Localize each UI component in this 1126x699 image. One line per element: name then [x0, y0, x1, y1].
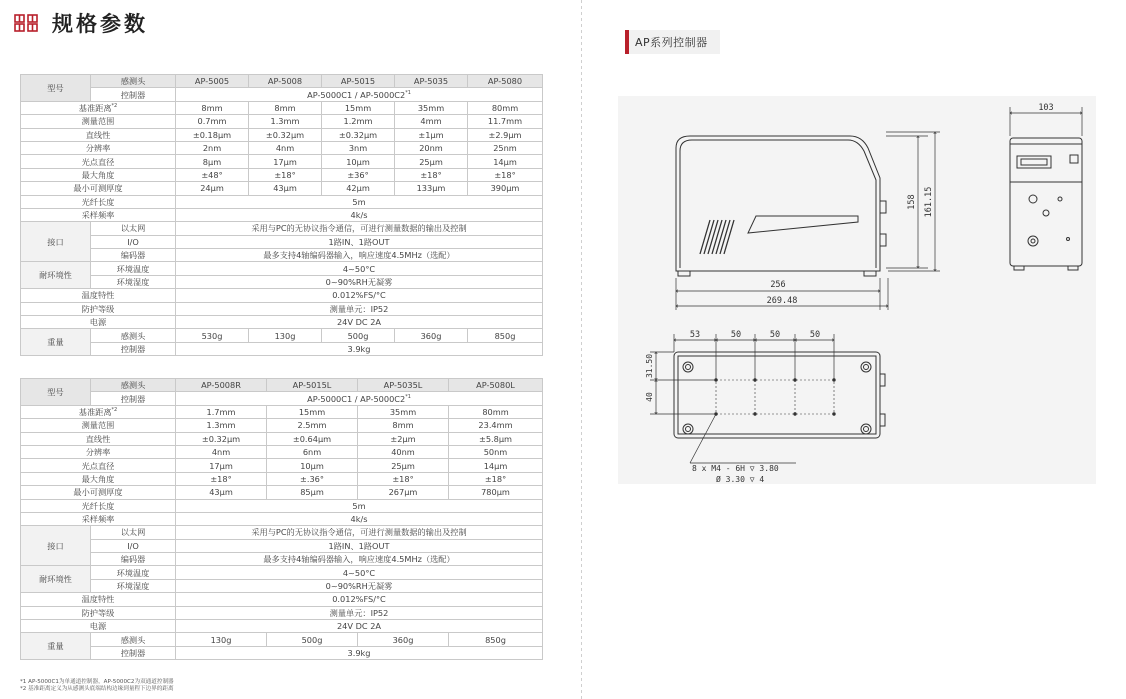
spec-label: 控制器	[91, 342, 176, 355]
spec-value: ±18°	[176, 472, 267, 485]
spec-value: 2.5mm	[267, 419, 358, 432]
bottom-view	[650, 334, 885, 463]
spec-label: 编码器	[91, 249, 176, 262]
spec-label: 光点直径	[21, 459, 176, 472]
spec-label: 测量范围	[21, 419, 176, 432]
spec-label: 直线性	[21, 128, 176, 141]
spec-value: 10μm	[322, 155, 395, 168]
spec-value: 0.012%FS/°C	[176, 593, 543, 606]
spec-value: 4k/s	[176, 208, 543, 221]
spec-label: 最大角度	[21, 472, 176, 485]
spec-value: 50nm	[449, 445, 543, 458]
spec-value: 15mm	[322, 101, 395, 114]
spec-value: 0~90%RH无凝雾	[176, 579, 543, 592]
table-row	[21, 168, 543, 181]
env-group-label: 耐环境性	[21, 566, 91, 593]
spec-label: 直线性	[21, 432, 176, 445]
weight-value: 500g	[322, 329, 395, 342]
table-row	[21, 208, 543, 221]
table-grid-icon	[14, 14, 38, 32]
spec-value: ±0.32μm	[322, 128, 395, 141]
spec-value: 测量单元：IP52	[176, 302, 543, 315]
spec-value: 24V DC 2A	[176, 620, 543, 633]
model-group-label: 型号	[21, 75, 91, 102]
model-group-label: 型号	[21, 379, 91, 406]
spec-label: 采样频率	[21, 208, 176, 221]
front-view	[676, 136, 886, 276]
spec-value: 25nm	[468, 141, 543, 154]
page-title: 规格参数	[52, 12, 148, 36]
spec-label: 电源	[21, 316, 176, 329]
table-row	[21, 289, 543, 302]
controller-value	[176, 392, 543, 405]
controller-value-footnote-mark: *1	[405, 393, 411, 400]
spec-label: 防护等级	[21, 302, 176, 315]
model-header: AP-5080	[468, 75, 543, 88]
spec-value: 42μm	[322, 182, 395, 195]
spec-value: 80mm	[468, 101, 543, 114]
spec-value: 6nm	[267, 445, 358, 458]
table-row	[21, 579, 543, 592]
spec-value: 8mm	[249, 101, 322, 114]
dim-side-width: 103	[1038, 103, 1054, 113]
spec-value: 35mm	[395, 101, 468, 114]
spec-label: 最小可测厚度	[21, 486, 176, 499]
table-row	[21, 101, 543, 114]
spec-value: 17μm	[249, 155, 322, 168]
table-row	[21, 342, 543, 355]
spec-value: ±.36°	[267, 472, 358, 485]
spec-value: 8mm	[358, 419, 449, 432]
spec-value: 4mm	[395, 115, 468, 128]
spec-value: 85μm	[267, 486, 358, 499]
weight-value: 500g	[267, 633, 358, 646]
spec-value: 11.7mm	[468, 115, 543, 128]
spec-value: 1路IN、1路OUT	[176, 539, 543, 552]
table-row	[21, 222, 543, 235]
spec-table-ap5008r-series	[20, 378, 543, 660]
spec-value: ±0.18μm	[176, 128, 249, 141]
table-row	[21, 249, 543, 262]
table-row	[21, 445, 543, 458]
spec-label: 最大角度	[21, 168, 176, 181]
spec-value: 14μm	[468, 155, 543, 168]
spec-value: 5m	[176, 195, 543, 208]
spec-value: 17μm	[176, 459, 267, 472]
hole-spec-1: 8 x M4 - 6H ▽ 3.80	[692, 464, 779, 473]
controller-label: 控制器	[91, 88, 176, 101]
spec-label-footnote-mark: *2	[111, 102, 118, 109]
table-row	[21, 379, 543, 392]
spec-value: ±18°	[358, 472, 449, 485]
spec-label: 电源	[21, 620, 176, 633]
spec-value: 1.7mm	[176, 405, 267, 418]
table-row	[21, 405, 543, 418]
spec-value: 5m	[176, 499, 543, 512]
spec-label: 编码器	[91, 553, 176, 566]
table-row	[21, 155, 543, 168]
spec-value: 4~50°C	[176, 262, 543, 275]
spec-label: 测量范围	[21, 115, 176, 128]
table-row	[21, 526, 543, 539]
dim-vertical-2: 40	[645, 392, 654, 402]
table-row	[21, 195, 543, 208]
controller-label: 控制器	[91, 392, 176, 405]
table-row	[21, 606, 543, 619]
model-header: AP-5035L	[358, 379, 449, 392]
spec-value: 43μm	[176, 486, 267, 499]
table-row	[21, 275, 543, 288]
weight-group-label: 重量	[21, 633, 91, 660]
weight-value: 130g	[176, 633, 267, 646]
spec-value: 23.4mm	[449, 419, 543, 432]
spec-label: 以太网	[91, 526, 176, 539]
footnote-2: *2 基准距离定义为从感测头底端结构边缘到量程下边界的距离	[20, 686, 174, 692]
spec-value: 24V DC 2A	[176, 316, 543, 329]
spec-value: 1.3mm	[249, 115, 322, 128]
spec-value: ±5.8μm	[449, 432, 543, 445]
spec-value: 采用与PC的无协议指令通信，可进行测量数据的输出及控制	[176, 222, 543, 235]
controller-value	[176, 88, 543, 101]
table-row	[21, 115, 543, 128]
spec-label: 光纤长度	[21, 195, 176, 208]
footnotes	[20, 679, 174, 693]
spec-value: 测量单元：IP52	[176, 606, 543, 619]
spec-label: 环境湿度	[91, 275, 176, 288]
spec-value: ±48°	[176, 168, 249, 181]
controller-value-text: AP-5000C1 / AP-5000C2	[307, 89, 406, 100]
table-row	[21, 566, 543, 579]
spec-label-footnote-mark: *2	[111, 406, 118, 413]
table-row	[21, 128, 543, 141]
spec-label: 控制器	[91, 646, 176, 659]
dim-spacing-1: 53	[689, 330, 701, 340]
spec-label: 感测头	[91, 633, 176, 646]
footnote-1: *1 AP-5000C1为单通道控制器，AP-5000C2为双通道控制器	[20, 679, 174, 685]
spec-value: 4nm	[249, 141, 322, 154]
spec-label: 以太网	[91, 222, 176, 235]
table-row	[21, 141, 543, 154]
spec-value: 25μm	[358, 459, 449, 472]
table-row	[21, 419, 543, 432]
spec-label: 感测头	[91, 329, 176, 342]
spec-value: 267μm	[358, 486, 449, 499]
table-row	[21, 593, 543, 606]
spec-value: 采用与PC的无协议指令通信，可进行测量数据的输出及控制	[176, 526, 543, 539]
spec-label: 光点直径	[21, 155, 176, 168]
spec-value: ±18°	[249, 168, 322, 181]
spec-value: 0.7mm	[176, 115, 249, 128]
spec-value: 390μm	[468, 182, 543, 195]
table-row	[21, 262, 543, 275]
dim-height-overall: 161.15	[924, 186, 934, 218]
head-label: 感测头	[91, 75, 176, 88]
spec-value: 4k/s	[176, 512, 543, 525]
section-label	[625, 30, 720, 54]
spec-label-text: 基准距离	[78, 102, 112, 113]
spec-label: 环境温度	[91, 262, 176, 275]
controller-dimension-drawing	[618, 96, 1096, 484]
spec-label	[21, 405, 176, 418]
spec-value: ±18°	[395, 168, 468, 181]
spec-value: ±18°	[468, 168, 543, 181]
interface-group-label: 接口	[21, 222, 91, 262]
spec-value: 43μm	[249, 182, 322, 195]
dim-width-front: 256	[770, 280, 786, 290]
weight-value: 850g	[468, 329, 543, 342]
spec-value: 8mm	[176, 101, 249, 114]
spec-value: 20nm	[395, 141, 468, 154]
spec-value: 780μm	[449, 486, 543, 499]
model-header: AP-5008R	[176, 379, 267, 392]
spec-value: 最多支持4轴编码器输入，响应速度4.5MHz（选配）	[176, 249, 543, 262]
interface-group-label: 接口	[21, 526, 91, 566]
spec-label-text: 基准距离	[78, 406, 112, 417]
weight-value: 850g	[449, 633, 543, 646]
model-header: AP-5035	[395, 75, 468, 88]
weight-value: 130g	[249, 329, 322, 342]
spec-value: 0.012%FS/°C	[176, 289, 543, 302]
spec-label	[21, 101, 176, 114]
controller-value-footnote-mark: *1	[405, 89, 411, 96]
spec-value: 1路IN、1路OUT	[176, 235, 543, 248]
spec-value: 80mm	[449, 405, 543, 418]
model-header: AP-5015	[322, 75, 395, 88]
spec-label: 环境温度	[91, 566, 176, 579]
table-row	[21, 486, 543, 499]
spec-value: 最多支持4轴编码器输入，响应速度4.5MHz（选配）	[176, 553, 543, 566]
spec-value: 4nm	[176, 445, 267, 458]
controller-value-text: AP-5000C1 / AP-5000C2	[307, 393, 406, 404]
table-row	[21, 329, 543, 342]
spec-value: 1.2mm	[322, 115, 395, 128]
spec-table-ap5005-series	[20, 74, 543, 356]
spec-value: 1.3mm	[176, 419, 267, 432]
model-header: AP-5008	[249, 75, 322, 88]
weight-group-label: 重量	[21, 329, 91, 356]
spec-label: 防护等级	[21, 606, 176, 619]
section-accent-bar	[625, 30, 629, 54]
table-row	[21, 392, 543, 405]
weight-value: 3.9kg	[176, 646, 543, 659]
spec-value: ±1μm	[395, 128, 468, 141]
spec-label: 分辨率	[21, 445, 176, 458]
table-row	[21, 646, 543, 659]
spec-value: 3nm	[322, 141, 395, 154]
spec-value: 40nm	[358, 445, 449, 458]
side-view	[1010, 107, 1082, 270]
table-row	[21, 88, 543, 101]
table-row	[21, 432, 543, 445]
table-row	[21, 620, 543, 633]
spec-label: I/O	[91, 539, 176, 552]
spec-label: I/O	[91, 235, 176, 248]
spec-value: 10μm	[267, 459, 358, 472]
spec-label: 最小可测厚度	[21, 182, 176, 195]
table-row	[21, 512, 543, 525]
page-divider	[581, 0, 582, 699]
spec-label: 环境湿度	[91, 579, 176, 592]
spec-value: ±2.9μm	[468, 128, 543, 141]
table-row	[21, 182, 543, 195]
spec-value: ±2μm	[358, 432, 449, 445]
model-header: AP-5080L	[449, 379, 543, 392]
head-label: 感测头	[91, 379, 176, 392]
spec-value: 133μm	[395, 182, 468, 195]
table-row	[21, 302, 543, 315]
table-row	[21, 75, 543, 88]
spec-value: 25μm	[395, 155, 468, 168]
spec-value: 4~50°C	[176, 566, 543, 579]
env-group-label: 耐环境性	[21, 262, 91, 289]
dim-spacing-2: 50	[730, 330, 742, 340]
weight-value: 530g	[176, 329, 249, 342]
spec-value: 35mm	[358, 405, 449, 418]
spec-label: 采样频率	[21, 512, 176, 525]
table-row	[21, 316, 543, 329]
page-header	[14, 8, 148, 38]
spec-label: 光纤长度	[21, 499, 176, 512]
spec-value: ±36°	[322, 168, 395, 181]
dim-height: 158	[907, 194, 917, 210]
spec-value: ±0.64μm	[267, 432, 358, 445]
spec-label: 温度特性	[21, 593, 176, 606]
table-row	[21, 235, 543, 248]
spec-value: 15mm	[267, 405, 358, 418]
table-row	[21, 553, 543, 566]
spec-value: ±18°	[449, 472, 543, 485]
weight-value: 360g	[358, 633, 449, 646]
hole-spec-2: Ø 3.30 ▽ 4	[716, 475, 765, 484]
table-row	[21, 472, 543, 485]
dim-vertical-1: 31.50	[645, 353, 654, 379]
spec-value: 2nm	[176, 141, 249, 154]
dim-spacing-4: 50	[809, 330, 821, 340]
spec-value: ±0.32μm	[249, 128, 322, 141]
model-header: AP-5005	[176, 75, 249, 88]
table-row	[21, 499, 543, 512]
spec-label: 分辨率	[21, 141, 176, 154]
dim-spacing-3: 50	[769, 330, 781, 340]
weight-value: 3.9kg	[176, 342, 543, 355]
dim-width-overall: 269.48	[766, 296, 798, 306]
spec-value: 8μm	[176, 155, 249, 168]
weight-value: 360g	[395, 329, 468, 342]
spec-value: 0~90%RH无凝雾	[176, 275, 543, 288]
spec-label: 温度特性	[21, 289, 176, 302]
spec-value: 24μm	[176, 182, 249, 195]
spec-value: ±0.32μm	[176, 432, 267, 445]
section-label-text: AP系列控制器	[635, 36, 708, 49]
table-row	[21, 539, 543, 552]
table-row	[21, 459, 543, 472]
spec-value: 14μm	[449, 459, 543, 472]
table-row	[21, 633, 543, 646]
model-header: AP-5015L	[267, 379, 358, 392]
